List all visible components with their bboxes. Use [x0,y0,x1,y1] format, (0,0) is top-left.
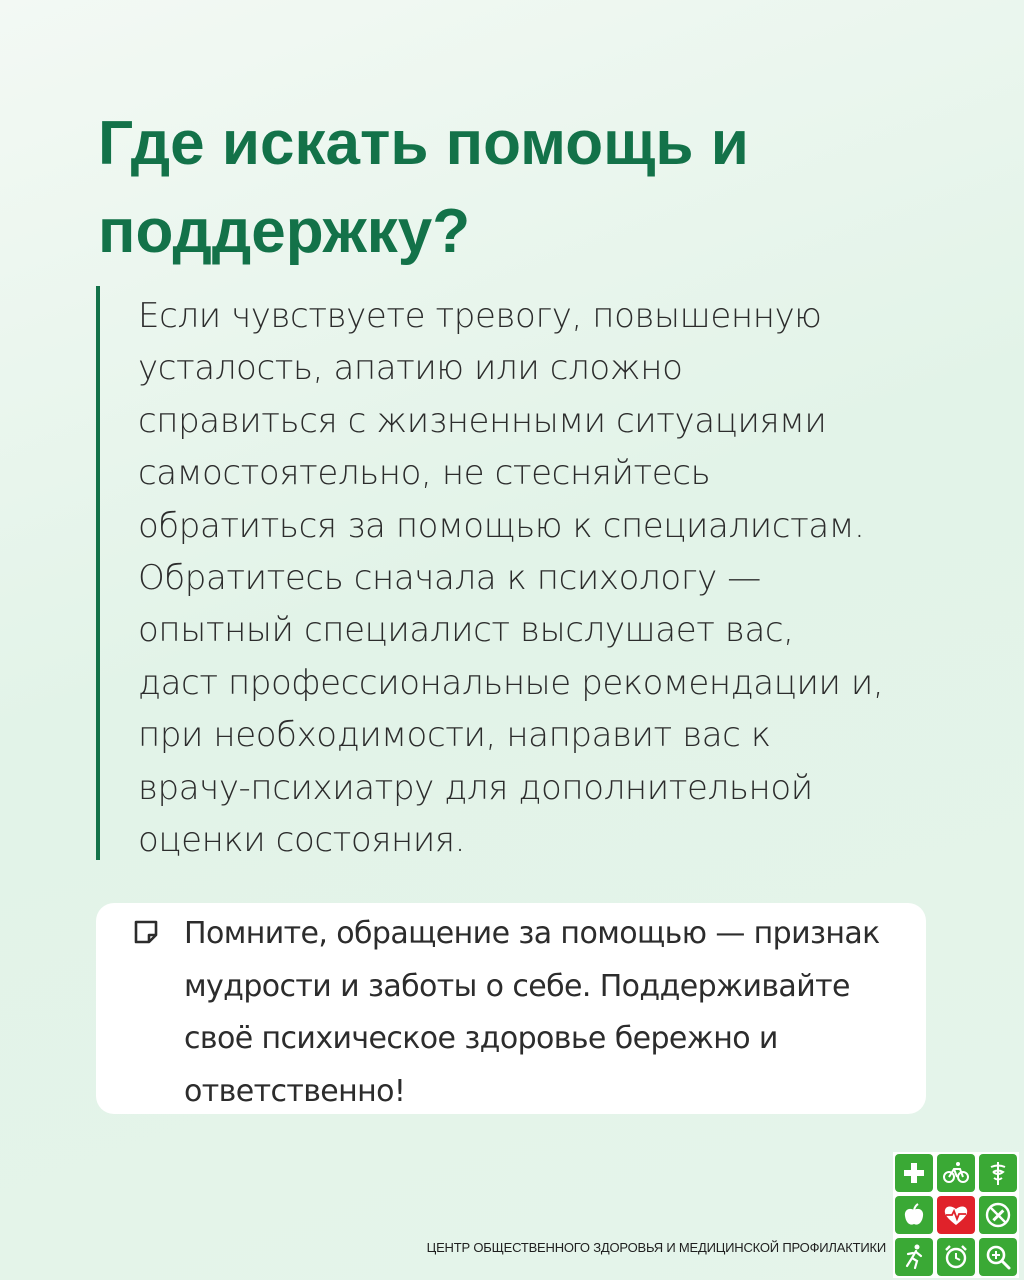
paragraph-line: обратиться за помощью к специалистам. [138,505,865,546]
title-line: поддержку? [98,197,471,266]
paragraph-line: врачу-психиатру для дополнительной [138,767,813,808]
paragraph-line: Если чувствуете тревогу, повышенную [138,296,822,336]
paragraph-line: оценки состояния. [138,820,466,861]
paragraph-line: самостоятельно, не стесняйтесь [138,453,711,494]
heart-pulse-icon [937,1196,975,1234]
quote-accent-bar [96,286,100,860]
paragraph-line: даст профессиональные рекомендации и, [138,662,884,703]
title-line: Где искать помощь и [98,109,749,178]
organization-logo [893,1152,1019,1278]
paragraph-line: опытный специалист выслушает вас, [138,610,794,651]
reminder-line: мудрости и заботы о себе. Поддерживайте [184,968,850,1004]
note-icon [132,918,160,946]
reminder-text [184,908,904,1118]
no-smoking-icon [979,1196,1017,1234]
organization-name: ЦЕНТР ОБЩЕСТВЕННОГО ЗДОРОВЬЯ И МЕДИЦИНСКОЙ ПРОФИЛАКТИКИ [426,1240,886,1255]
apple-icon [895,1196,933,1234]
paragraph-line: Обратитесь сначала к психологу — [138,558,761,599]
alarm-clock-icon [937,1238,975,1276]
reminder-line: Помните, обращение за помощью — признак [184,916,880,951]
plus-icon [895,1154,933,1192]
paragraph-line: справиться с жизненными ситуациями [138,400,827,441]
paragraph-line: при необходимости, направит вас к [138,715,771,756]
reminder-line: своё психическое здоровье бережно и [184,1021,778,1056]
page-title [98,100,958,276]
main-paragraph [138,290,938,866]
caduceus-icon [979,1154,1017,1192]
bicycle-icon [937,1154,975,1192]
reminder-line: ответственно! [184,1073,406,1109]
magnifier-icon [979,1238,1017,1276]
paragraph-line: усталость, апатию или сложно [138,348,683,389]
runner-icon [895,1238,933,1276]
